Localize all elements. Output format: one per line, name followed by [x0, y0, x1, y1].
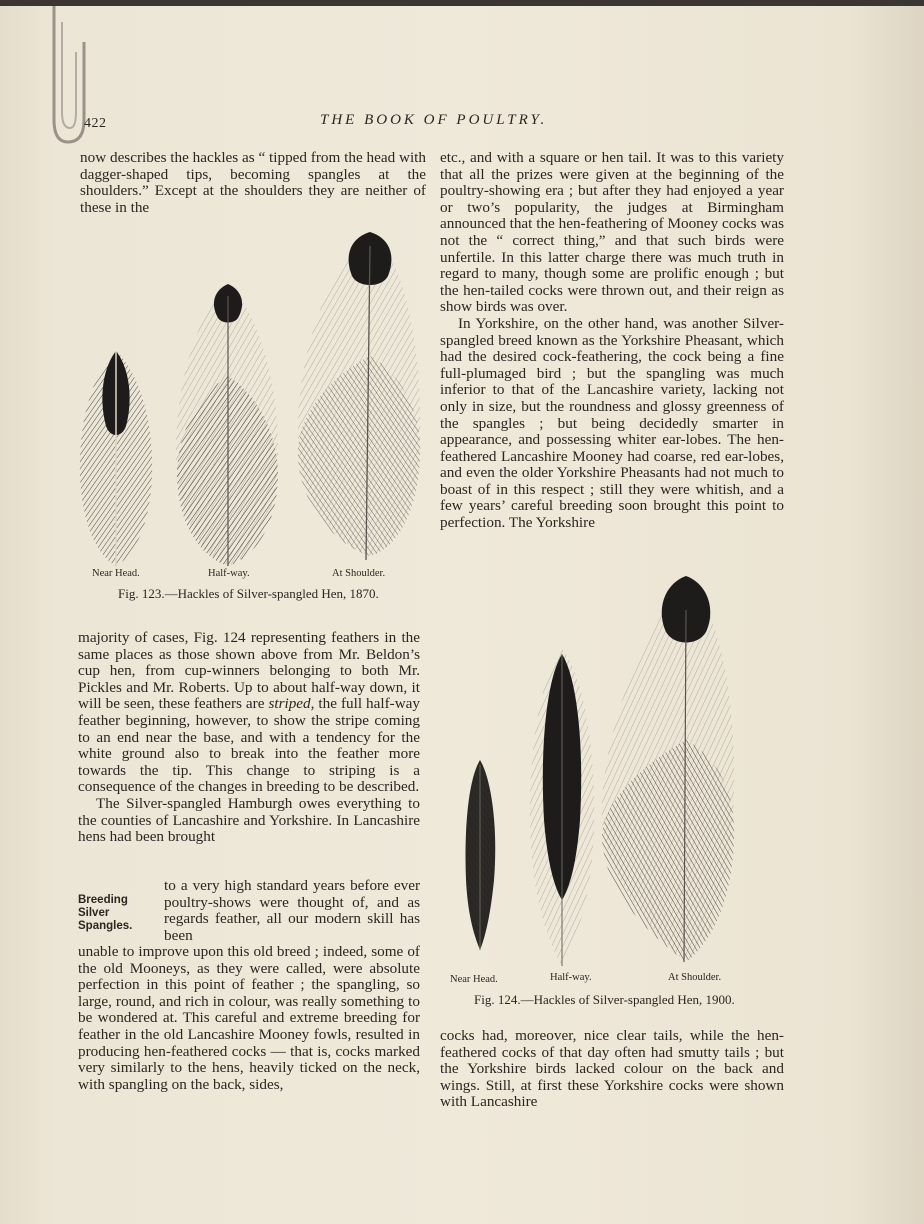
right-column-bottom: [440, 1028, 784, 1111]
feather-illustrations-1900: [440, 570, 750, 970]
left-column-top: [80, 150, 426, 216]
right-column-top: [440, 150, 784, 532]
side-note-line: Breeding: [78, 894, 128, 906]
page-top-edge: [0, 0, 924, 6]
figure-label-at-shoulder: At Shoulder.: [332, 568, 386, 579]
feather-near-head: [466, 760, 496, 950]
feather-at-shoulder: [602, 576, 734, 962]
wrapped-text: to a very high standard years before ever poultry-shows were thought of, and as regards feather, all our modern skill has been: [164, 877, 420, 944]
feather-at-shoulder: [298, 232, 420, 560]
feather-half-way: [530, 648, 594, 966]
paragraph: now describes the hackles as “ tipped from the head with dagger-shaped tips, becoming spangles at the shoulders.” Except at the shoulders they are neither of these in the: [80, 149, 426, 216]
figure-123-caption: Fig. 123.—Hackles of Silver-spangled Hen, 1870.: [118, 586, 379, 601]
feather-half-way: [176, 284, 278, 566]
paragraph: cocks had, moreover, nice clear tails, while the hen-feathered cocks of that day often had smutty tails ; but the Yorkshire birds lacked colour on the back and wings. Still, at first these Yorkshire cocks were shown with Lancashire: [440, 1027, 784, 1111]
figure-label-half-way: Half-way.: [550, 972, 592, 983]
figure-label-at-shoulder: At Shoulder.: [668, 972, 722, 983]
figure-124-caption: Fig. 124.—Hackles of Silver-spangled Hen, 1900.: [474, 992, 735, 1007]
page-number: 422: [84, 116, 107, 131]
paragraph: The Silver-spangled Hamburgh owes everything to the counties of Lancashire and Yorkshire. In Lancashire hens had been brought: [78, 794, 420, 846]
paragraph-text: majority of cases, Fig. 124 representing feathers in the same places as those shown above from Mr. Beldon’s cup hen, from cup-winners belonging to both Mr. Pickles and Mr. Roberts. Up to about half-way down, it will be seen, these feathers are: [78, 629, 420, 713]
paragraph: [78, 630, 420, 796]
side-note-line: Spangles.: [78, 920, 133, 932]
side-note: [78, 894, 158, 933]
left-column-bottom-part1: [78, 630, 420, 846]
running-head: THE BOOK OF POULTRY.: [320, 112, 548, 128]
paragraph-text: the full half-way feather beginning, however, to show the stripe coming to an end near the base, and with a tendency for the white ground also to break into the feather more towards the tip. This change to striping is a consequence of the changes in breeding to be described.: [78, 695, 420, 796]
figure-label-near-head: Near Head.: [450, 974, 498, 985]
figure-123: [74, 226, 430, 579]
feather-illustrations-1870: [74, 226, 430, 566]
side-note-line: Silver: [78, 907, 110, 919]
italic-word: striped,: [268, 695, 315, 713]
paragraph: unable to improve upon this old breed ; indeed, some of the old Mooneys, as they were called, were absolute perfection in this point of feather ; the spangling, so large, round, and rich in colour, was really something to be wondered at. This careful and extreme breeding for feather in the old Lancashire Mooney fowls, resulted in producing hen-feathered cocks — that is, cocks marked very similarly to the hens, heavily ticked on the neck, with spangling on the back, sides,: [78, 943, 420, 1093]
left-column-bottom-part2: [78, 944, 420, 1093]
feather-near-head: [80, 351, 152, 566]
figure-label-half-way: Half-way.: [208, 568, 250, 579]
figure-124: [440, 570, 750, 985]
figure-label-near-head: Near Head.: [92, 568, 140, 579]
paragraph: etc., and with a square or hen tail. It was to this variety that all the prizes were given at the beginning of the poultry-showing era ; but after they had enjoyed a year or two’s popularity, the judges at Birmingham announced that the hen-feathering of Mooney cocks was not the “ correct thing,” and that such birds were unfertile. In this latter charge there was much truth in regard to many, though some are prolific enough ; but the hen-tailed cocks were thrown out, and their reign as show birds was over.: [440, 149, 784, 316]
paragraph: In Yorkshire, on the other hand, was another Silver-spangled breed known as the Yorkshire Pheasant, which had the desired cock-feathering, the cock being a fine full-plumaged bird ; but the spangling was much inferior to that of the Lancashire variety, lacking not only in size, but the roundness and glossy greenness of the spangles ; but being decidedly smarter in appearance, and possessing whiter ear-lobes. The hen-feathered Lancashire Mooney had coarse, red ear-lobes, and even the older Yorkshire Pheasants had not much to boast of in this respect ; still they were whitish, and a few years’ careful breeding soon brought this point to perfection. The Yorkshire: [440, 314, 784, 532]
